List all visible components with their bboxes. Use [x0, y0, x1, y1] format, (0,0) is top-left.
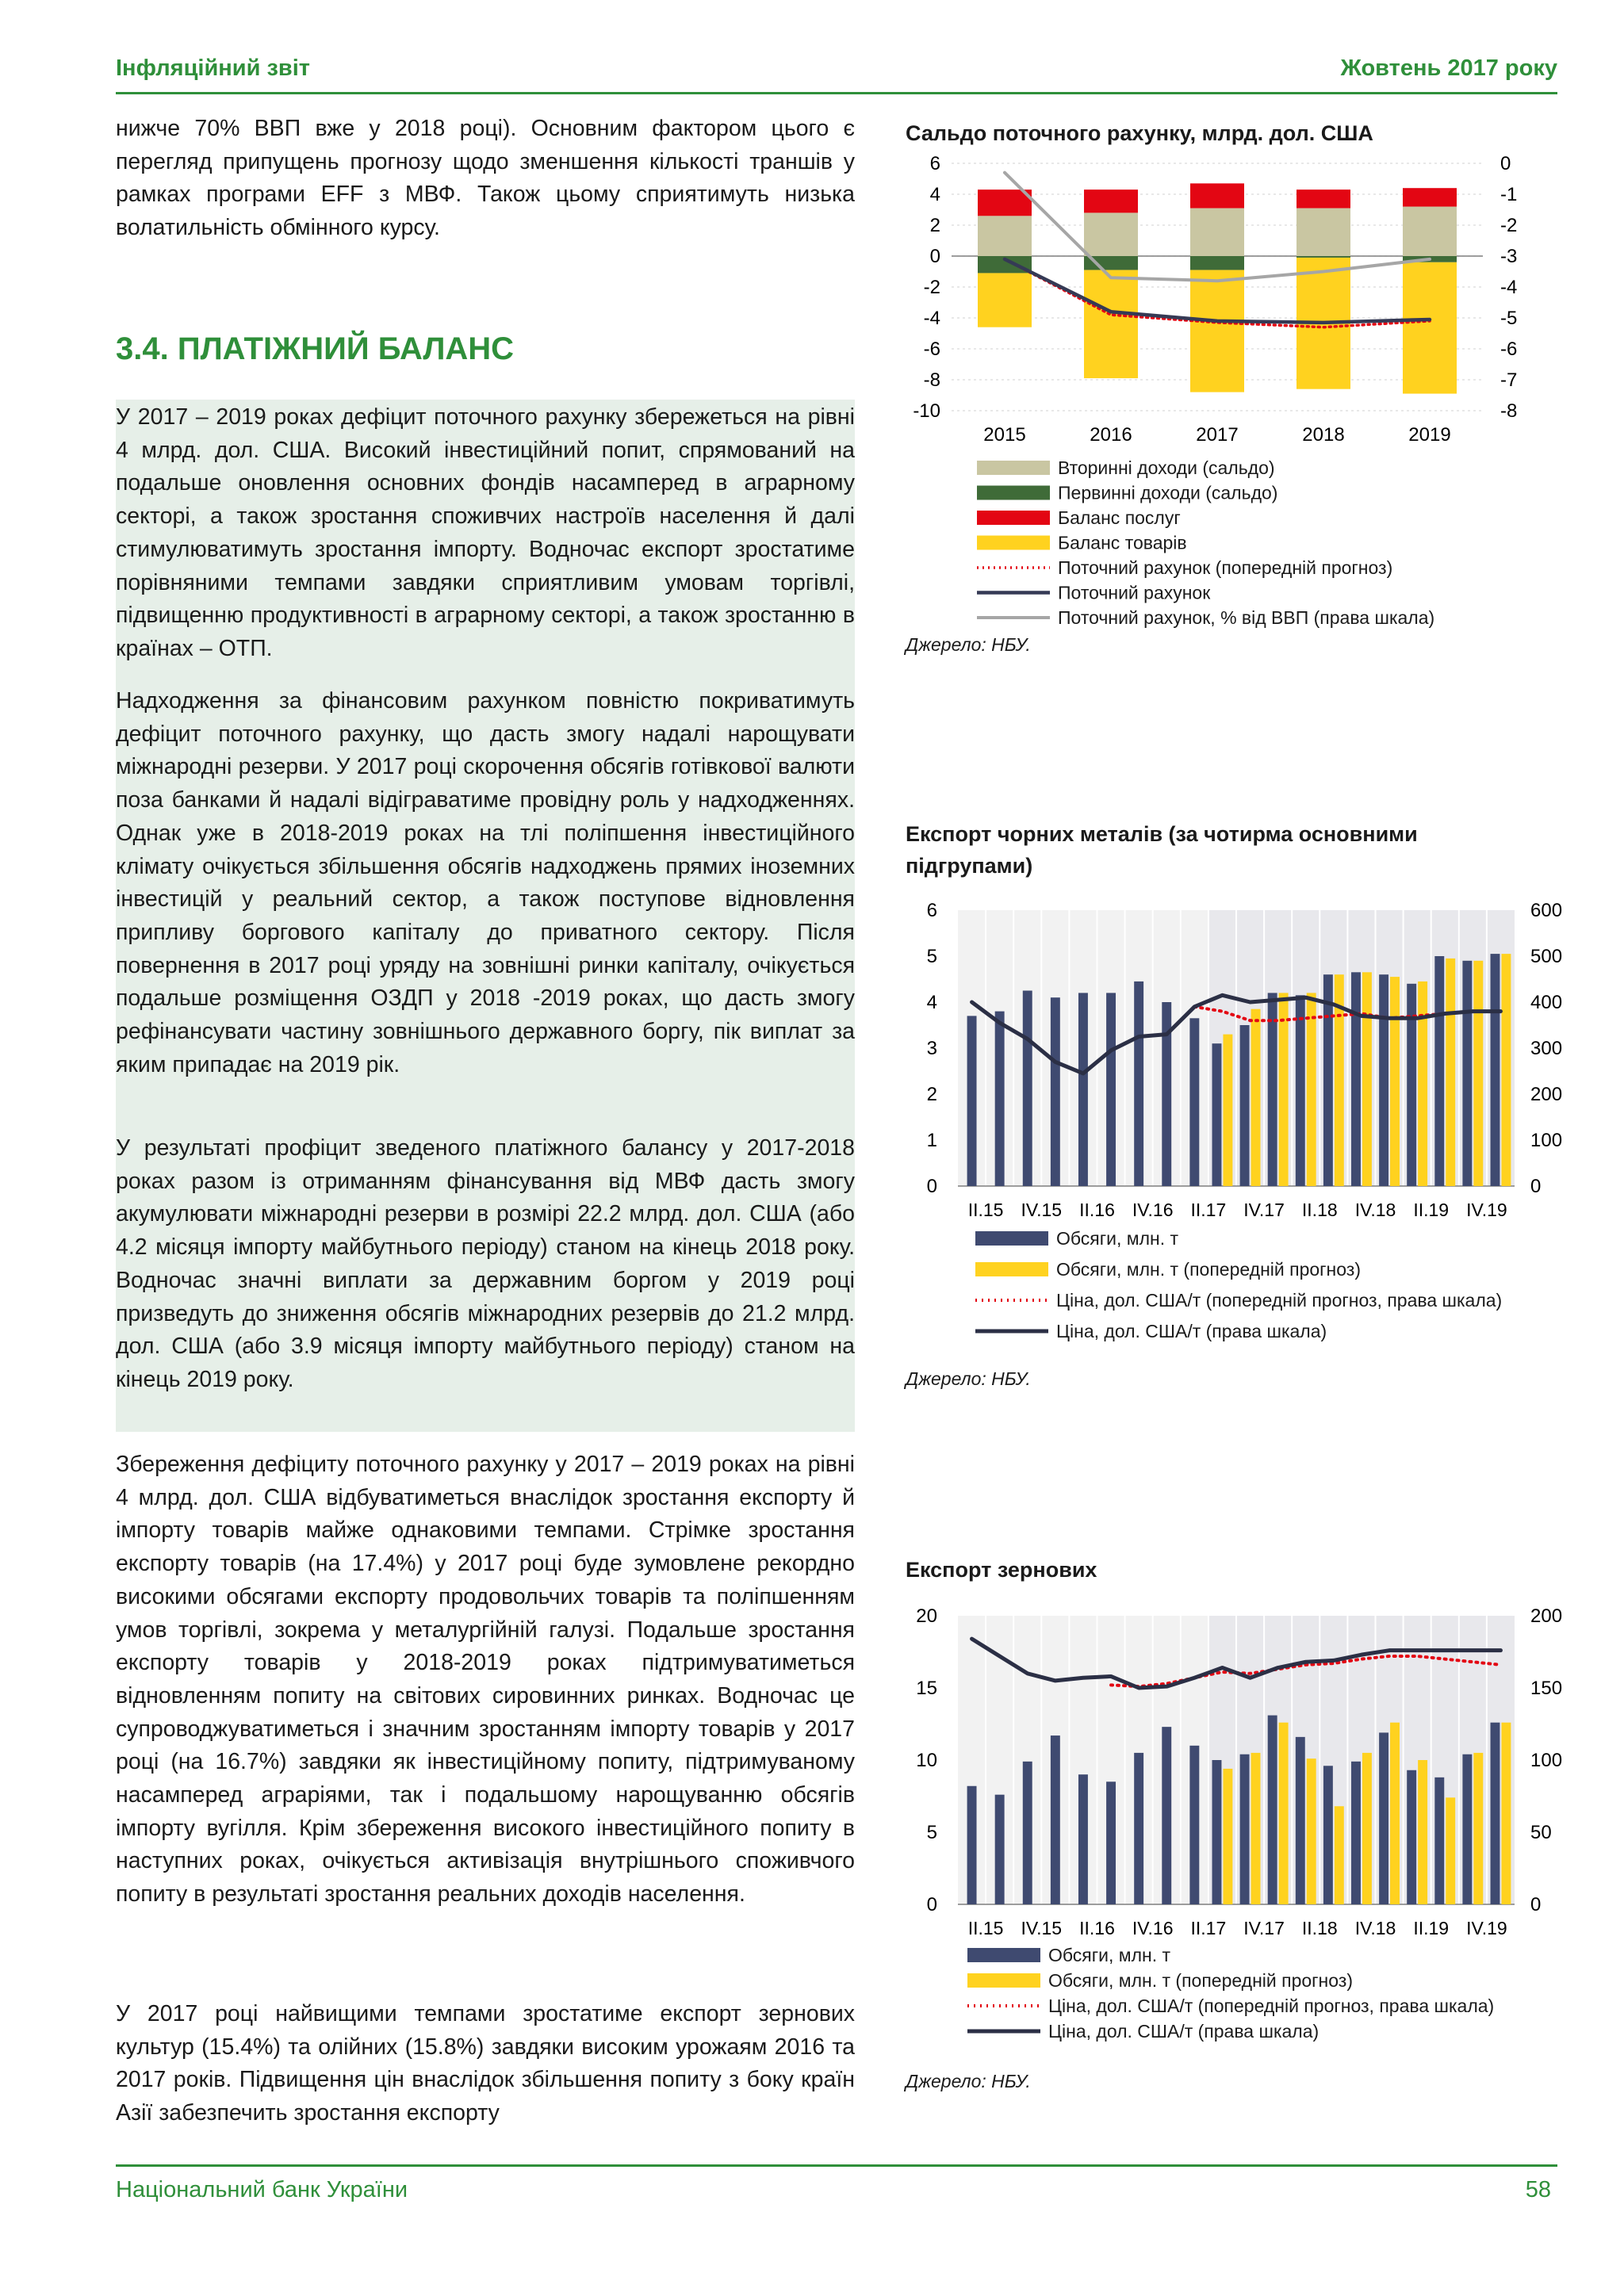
forecast-volume-bar: [1279, 1723, 1289, 1904]
volume-bar: [1078, 993, 1088, 1186]
y2-tick-label: 50: [1530, 1822, 1552, 1843]
volume-bar: [1134, 982, 1143, 1186]
forecast-volume-bar: [1335, 1806, 1344, 1904]
paragraph-text: Надходження за фінансовим рахунком повністю покриватимуть дефіцит поточного рахунку, що дасть змогу надалі нарощувати міжнародні резерви. У 2017 році скорочення обсягів готівкової валюти поза банками й надалі відіграватиме провідну роль у надходженнях. Однак уже в 2018-2019 роках на тлі поліпшення інвестиційного клімату очікується збільшення обсягів надходжень прямих іноземних інвестицій у реальний сектор, а також поступове відновлення припливу боргового капіталу до приватного сектору. Після повернення в 2017 році уряду на зовнішні ринки капіталу, очікується подальше розміщення ОЗДП у 2018 -2019 роках, що дасть змогу рефінансувати частину зовнішнього державного боргу, пік виплат за яким припадає на 2019 рік.: [116, 688, 855, 1077]
y2-tick-label: -1: [1500, 184, 1518, 205]
legend-label: Вторинні доходи (сальдо): [1058, 457, 1275, 478]
x-tick-label: II.15: [967, 1918, 1004, 1938]
volume-bar: [1491, 1723, 1500, 1904]
legend-label: Ціна, дол. США/т (попередній прогноз, права шкала): [1056, 1290, 1503, 1311]
y-tick-label: 5: [926, 946, 937, 967]
chart-1-title: Сальдо поточного рахунку, млрд. дол. США: [906, 121, 1373, 145]
forecast-volume-bar: [1501, 954, 1511, 1186]
bar-segment: [1084, 270, 1138, 379]
x-tick-label: II.16: [1079, 1918, 1115, 1938]
legend-swatch: [967, 1948, 1040, 1962]
legend-label: Баланс послуг: [1058, 507, 1181, 528]
volume-bar: [1462, 961, 1472, 1186]
chart-1-source: Джерело: НБУ.: [906, 634, 1031, 655]
forecast-volume-bar: [1473, 1753, 1483, 1904]
forecast-volume-bar: [1251, 1009, 1261, 1186]
volume-bar: [1162, 1727, 1171, 1904]
x-tick-label: IV.18: [1354, 1918, 1396, 1938]
y2-tick-label: 100: [1530, 1750, 1563, 1771]
forecast-volume-bar: [1279, 993, 1289, 1186]
text-paragraph-5: [116, 1998, 855, 2130]
footer-bank-name: Національний банк України: [116, 2177, 408, 2202]
bar-segment: [978, 189, 1032, 216]
y2-tick-label: 0: [1530, 1894, 1542, 1915]
chart-2-source: Джерело: НБУ.: [906, 1368, 1031, 1389]
legend-swatch: [975, 1231, 1048, 1246]
y-tick-label: 2: [929, 215, 940, 236]
y-tick-label: 4: [929, 184, 940, 205]
volume-bar: [1240, 1755, 1250, 1904]
page-number: 58: [1525, 2177, 1551, 2202]
forecast-volume-bar: [1446, 959, 1455, 1186]
paragraph-text: У 2017 році найвищими темпами зростатиме експорт зернових культур (15.4%) та олійних (15.8%) завдяки високим урожаям 2016 та 2017 років. Підвищення цін внаслідок збільшення попиту з боку країн Азії забезпечить зростання експорту: [116, 2001, 855, 2126]
volume-bar: [1106, 1781, 1116, 1904]
x-tick-label: IV.15: [1021, 1918, 1063, 1938]
bar-segment: [1403, 262, 1457, 394]
x-tick-label: 2017: [1196, 424, 1239, 446]
volume-bar: [1491, 954, 1500, 1186]
paragraph-text: У 2017 – 2019 роках дефіцит поточного рахунку збережеться на рівні 4 млрд. дол. США. Високий інвестиційний попит, спрямований на подальше оновлення основних фондів насамперед в аграрному секторі, а також зростання споживчих настроїв населення й далі стимулюватимуть зростання імпорту. Водночас експорт зростатиме порівняними темпами завдяки сприятливим умовам торгівлі, підвищенню продуктивності в аграрному секторі, а також зростанню в країнах – ОТП.: [116, 404, 855, 661]
x-tick-label: 2018: [1302, 424, 1345, 446]
y-tick-label: 5: [926, 1822, 937, 1843]
section-title: 3.4. ПЛАТІЖНИЙ БАЛАНС: [116, 331, 515, 366]
bar-segment: [1190, 256, 1244, 270]
forecast-volume-bar: [1223, 1769, 1232, 1904]
x-tick-label: II.17: [1190, 1918, 1227, 1938]
volume-bar: [1434, 956, 1444, 1186]
y2-tick-label: -5: [1500, 308, 1518, 329]
bar-segment: [1297, 256, 1350, 258]
y-tick-label: 2: [926, 1084, 937, 1105]
x-tick-label: II.16: [1079, 1200, 1115, 1220]
volume-bar: [1051, 1735, 1060, 1904]
chart-3-source: Джерело: НБУ.: [906, 2071, 1031, 2091]
legend-label: Ціна, дол. США/т (права шкала): [1056, 1321, 1327, 1341]
ferrous-metals-chart: [896, 896, 1563, 1348]
bar-segment: [1403, 207, 1457, 256]
legend-label: Ціна, дол. США/т (попередній прогноз, права шкала): [1048, 1996, 1495, 2016]
y2-tick-label: -4: [1500, 277, 1518, 298]
y-tick-label: -10: [913, 400, 940, 422]
volume-bar: [967, 1786, 977, 1904]
y2-tick-label: -8: [1500, 400, 1518, 422]
bar-segment: [1084, 212, 1138, 256]
x-tick-label: IV.16: [1132, 1200, 1174, 1220]
y-tick-label: 20: [916, 1605, 937, 1627]
forecast-volume-bar: [1390, 977, 1400, 1186]
y2-tick-label: -3: [1500, 246, 1518, 267]
y2-tick-label: 100: [1530, 1130, 1563, 1151]
y-tick-label: -4: [923, 308, 940, 329]
y2-tick-label: 300: [1530, 1038, 1563, 1059]
y-tick-label: -2: [923, 277, 940, 298]
volume-bar: [1023, 991, 1032, 1187]
forecast-volume-bar: [1418, 982, 1427, 1186]
y-tick-label: -8: [923, 369, 940, 391]
y2-tick-label: 600: [1530, 900, 1563, 921]
legend-label: Обсяги, млн. т (попередній прогноз): [1056, 1259, 1361, 1280]
volume-bar: [1106, 993, 1116, 1186]
volume-bar: [1189, 1746, 1199, 1904]
forecast-volume-bar: [1251, 1753, 1261, 1904]
x-tick-label: II.18: [1301, 1200, 1338, 1220]
legend-label: Ціна, дол. США/т (права шкала): [1048, 2021, 1320, 2042]
volume-bar: [1134, 1753, 1143, 1904]
bar-segment: [1190, 270, 1244, 392]
header-rule: [116, 92, 1557, 94]
volume-bar: [1434, 1777, 1444, 1904]
legend-swatch: [977, 461, 1050, 475]
y2-tick-label: 0: [1500, 153, 1511, 174]
legend-swatch: [977, 511, 1050, 525]
legend-label: Поточний рахунок: [1058, 582, 1211, 603]
bar-segment: [978, 273, 1032, 327]
bar-segment: [1190, 209, 1244, 256]
current-account-chart: [896, 152, 1522, 628]
volume-bar: [1323, 1766, 1333, 1904]
grain-exports-chart: [896, 1600, 1563, 2060]
y2-tick-label: -7: [1500, 369, 1518, 391]
volume-bar: [1323, 974, 1333, 1186]
x-tick-label: IV.19: [1466, 1200, 1507, 1220]
volume-bar: [967, 1016, 977, 1186]
x-tick-label: 2019: [1408, 424, 1451, 446]
forecast-volume-bar: [1473, 961, 1483, 1186]
y2-tick-label: 150: [1530, 1678, 1563, 1699]
volume-bar: [1023, 1762, 1032, 1904]
volume-bar: [1351, 972, 1361, 1186]
text-paragraph-3: [116, 1132, 855, 1397]
legend-swatch: [967, 1973, 1040, 1988]
chart-3-title: Експорт зернових: [906, 1558, 1097, 1582]
y-tick-label: 15: [916, 1678, 937, 1699]
legend-label: Поточний рахунок (попередній прогноз): [1058, 557, 1393, 578]
y-tick-label: 1: [926, 1130, 937, 1151]
legend-label: Поточний рахунок, % від ВВП (права шкала): [1058, 607, 1435, 628]
volume-bar: [1296, 995, 1305, 1186]
volume-bar: [1051, 997, 1060, 1186]
forecast-volume-bar: [1362, 972, 1372, 1186]
volume-bar: [1296, 1737, 1305, 1904]
y-tick-label: 6: [926, 900, 937, 921]
volume-bar: [1407, 1770, 1416, 1904]
x-tick-label: IV.19: [1466, 1918, 1507, 1938]
x-tick-label: II.19: [1413, 1200, 1450, 1220]
x-tick-label: II.18: [1301, 1918, 1338, 1938]
y-tick-label: -6: [923, 339, 940, 360]
volume-bar: [1212, 1760, 1222, 1904]
y2-tick-label: 400: [1530, 992, 1563, 1013]
chart-2-title: Експорт чорних металів (за чотирма основними підгрупами): [906, 822, 1418, 878]
text-paragraph-1: [116, 401, 855, 666]
y2-tick-label: 0: [1530, 1176, 1542, 1197]
legend-label: Обсяги, млн. т: [1056, 1228, 1179, 1249]
forecast-volume-bar: [1362, 1753, 1372, 1904]
bar-segment: [978, 216, 1032, 256]
volume-bar: [1240, 1025, 1250, 1186]
footer-rule: [116, 2164, 1557, 2167]
x-tick-label: II.15: [967, 1200, 1004, 1220]
volume-bar: [1462, 1755, 1472, 1904]
legend-label: Первинні доходи (сальдо): [1058, 482, 1278, 503]
forecast-volume-bar: [1223, 1035, 1232, 1186]
y-tick-label: 3: [926, 1038, 937, 1059]
legend-swatch: [977, 486, 1050, 500]
header-report-title: Інфляційний звіт: [116, 55, 311, 81]
volume-bar: [1268, 1716, 1277, 1904]
legend-label: Обсяги, млн. т (попередній прогноз): [1048, 1970, 1353, 1991]
y2-tick-label: 200: [1530, 1084, 1563, 1105]
forecast-volume-bar: [1307, 1758, 1316, 1904]
legend-label: Баланс товарів: [1058, 532, 1187, 553]
forecast-volume-bar: [1501, 1723, 1511, 1904]
x-tick-label: IV.17: [1243, 1200, 1285, 1220]
bar-segment: [1297, 209, 1350, 256]
volume-bar: [995, 1795, 1005, 1904]
y2-tick-label: -6: [1500, 339, 1518, 360]
volume-bar: [1379, 1732, 1388, 1904]
paragraph-text: У результаті профіцит зведеного платіжного балансу у 2017-2018 роках разом із отриманням фінансування від МВФ дасть змогу акумулювати міжнародні резерви в розмірі 22.2 млрд. дол. США (або 4.2 місяця імпорту майбутнього періоду) станом на кінець 2018 року. Водночас значні виплати за державним боргом у 2019 році призведуть до зниження обсягів міжнародних резервів до 21.2 млрд. дол. США (або 3.9 місяця імпорту майбутнього періоду) станом на кінець 2019 року.: [116, 1135, 855, 1392]
y2-tick-label: 500: [1530, 946, 1563, 967]
paragraph-text: нижче 70% ВВП вже у 2018 році). Основним фактором цього є перегляд припущень прогнозу щодо зменшення кількості траншів у рамках програми EFF з МВФ. Також цьому сприятимуть низька волатильність обмінного курсу.: [116, 116, 855, 241]
y2-tick-label: -2: [1500, 215, 1518, 236]
volume-bar: [1407, 984, 1416, 1186]
x-tick-label: II.17: [1190, 1200, 1227, 1220]
bar-segment: [1084, 189, 1138, 212]
volume-bar: [1351, 1762, 1361, 1904]
forecast-volume-bar: [1418, 1760, 1427, 1904]
volume-bar: [1212, 1043, 1222, 1186]
paragraph-text: Збереження дефіциту поточного рахунку у 2017 – 2019 роках на рівні 4 млрд. дол. США відбуватиметься внаслідок зростання експорту й імпорту товарів майже однаковими темпами. Стрімке зростання експорту товарів (на 17.4%) у 2017 році буде зумовлене рекордно високими обсягами експорту продовольчих товарів та поліпшенням умов торгівлі, зокрема у металургійній галузі. Подальше зростання експорту товарів у 2018-2019 роках підтримуватиметься відновленням попиту на світових сировинних ринках. Водночас це супроводжуватиметься і значним зростанням імпорту товарів у 2017 році (на 16.7%) завдяки як інвестиційному попиту, підтримуваному насамперед аграріями, так і подальшому нарощуванню обсягів імпорту вугілля. Крім збереження високого інвестиційного попиту в наступних роках, очікується активізація внутрішнього споживчого попиту в результаті зростання реальних доходів населення.: [116, 1452, 855, 1908]
bar-segment: [1403, 188, 1457, 206]
x-tick-label: II.19: [1413, 1918, 1450, 1938]
x-tick-label: IV.15: [1021, 1200, 1063, 1220]
x-tick-label: IV.18: [1354, 1200, 1396, 1220]
text-paragraph-0: [116, 113, 855, 245]
text-paragraph-4: [116, 1448, 855, 1911]
volume-bar: [1379, 974, 1388, 1186]
bar-segment: [1190, 183, 1244, 208]
legend-swatch: [975, 1262, 1048, 1276]
x-tick-label: IV.17: [1243, 1918, 1285, 1938]
y-tick-label: 10: [916, 1750, 937, 1771]
y-tick-label: 0: [929, 246, 940, 267]
x-tick-label: 2015: [983, 424, 1026, 446]
volume-bar: [995, 1012, 1005, 1186]
forecast-volume-bar: [1307, 993, 1316, 1186]
y-tick-label: 0: [926, 1176, 937, 1197]
text-paragraph-2: [116, 685, 855, 1081]
volume-bar: [1189, 1018, 1199, 1186]
y-tick-label: 0: [926, 1894, 937, 1915]
header-report-date: Жовтень 2017 року: [1340, 55, 1557, 81]
legend-label: Обсяги, млн. т: [1048, 1945, 1171, 1965]
forecast-volume-bar: [1446, 1797, 1455, 1904]
forecast-volume-bar: [1390, 1723, 1400, 1904]
y2-tick-label: 200: [1530, 1605, 1563, 1627]
legend-swatch: [977, 536, 1050, 550]
volume-bar: [1078, 1774, 1088, 1904]
x-tick-label: IV.16: [1132, 1918, 1174, 1938]
y-tick-label: 6: [929, 153, 940, 174]
y-tick-label: 4: [926, 992, 937, 1013]
x-tick-label: 2016: [1090, 424, 1132, 446]
bar-segment: [1297, 189, 1350, 208]
